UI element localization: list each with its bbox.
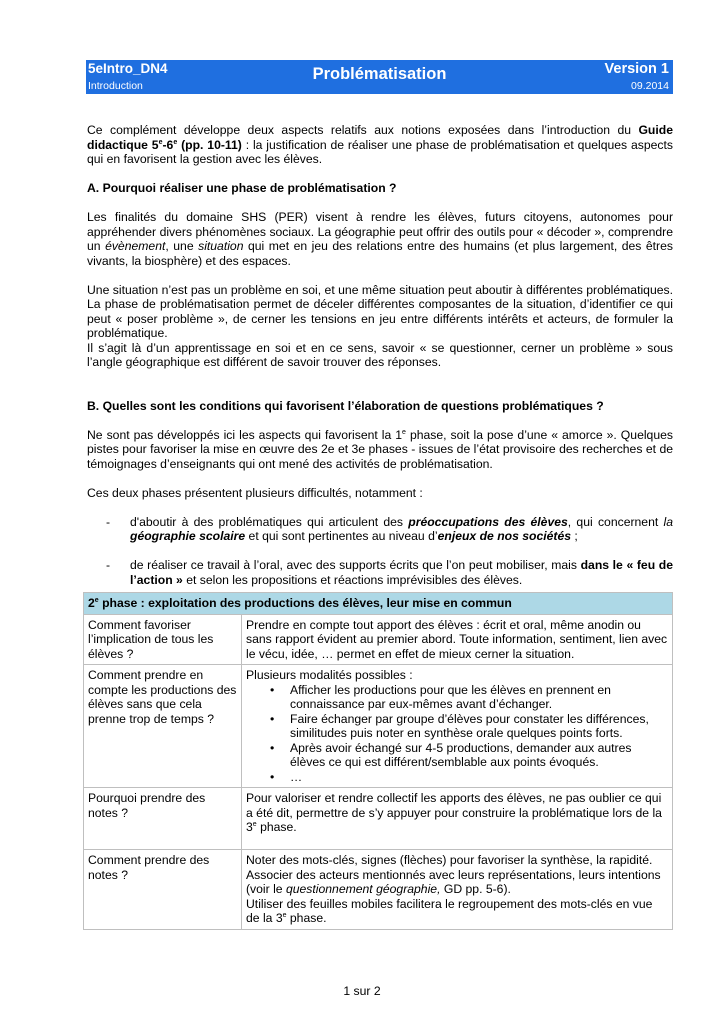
item-text: et selon les propositions et réactions imprévisibles des élèves.: [182, 572, 523, 587]
paragraph-text: qui met en jeu des relations entre des humains (et plus largement, des êtres vivants, la biosphère) et des espaces.: [87, 239, 673, 268]
answer-text: GD pp. 5-6).: [440, 882, 511, 896]
item-text: d'aboutir à des problématiques qui articulent des: [130, 514, 409, 529]
answer-text: Noter des mots-clés, signes (flèches) pour favoriser la synthèse, la rapidité. Associer des acteurs mentionnés avec leurs représentations, leurs intentions (voir le: [246, 853, 661, 896]
list-item: • Afficher les productions pour que les élèves en prennent en connaissance par eux-mêmes avant d’échanger.: [290, 683, 668, 712]
intro-text: Ce complément développe deux aspects relatifs aux notions exposées dans l’introduction du: [87, 123, 639, 137]
emphasis: préoccupations des élèves: [408, 514, 568, 529]
phase-2-table: [83, 592, 673, 930]
italic-term: la: [663, 514, 674, 529]
superscript: e: [402, 428, 406, 436]
section-a-paragraph-3: Il s’agit là d’un apprentissage en soi et en ce sens, savoir « se questionner, cerner un problème » sous l’angle géographique est différent de savoir trouver des réponses.: [87, 340, 673, 369]
answer-cell: [242, 788, 673, 850]
document-date: 09.2014: [631, 80, 669, 92]
table-header-text: phase : exploitation des productions des élèves, leur mise en commun: [98, 596, 512, 610]
answer-text: Pour valoriser et rendre collectif les apports des élèves, ne pas oublier ce qui a été dit, permettre de s’y appuyer pour construire la problématique lors de la 3: [246, 791, 662, 834]
superscript: e: [94, 597, 99, 604]
table-header-row: [84, 593, 673, 615]
difficulty-item-1: [87, 515, 673, 544]
table-row: [84, 850, 673, 930]
item-text: , qui concernent: [567, 514, 664, 529]
paragraph-text: Les finalités du domaine SHS (PER) visent à rendre les élèves, futurs citoyens, autonomes pour appréhender divers phénomènes sociaux. La géographie peut offrir des outils pour « décoder », comprendre un: [87, 210, 673, 253]
paragraph-text: , une: [165, 239, 199, 253]
superscript: e: [252, 821, 257, 828]
guide-ref-part: -6: [162, 137, 174, 152]
italic-term: questionnement géographie,: [285, 882, 441, 896]
list-item: • Faire échanger par groupe d’élèves pour constater les différences, similitudes puis noter en synthèse orale quelques points forts.: [290, 712, 668, 741]
list-item: • Après avoir échangé sur 4-5 productions, demander aux autres élèves ce qui est différent/semblable aux points évoqués.: [290, 741, 668, 770]
section-b-paragraph-2: Ces deux phases présentent plusieurs difficultés, notamment :: [87, 485, 423, 500]
heading-text: B. Quelles sont les conditions qui favorisent l’élaboration de questions problématiques ?: [87, 398, 604, 413]
answer-intro: Plusieurs modalités possibles :: [246, 668, 413, 682]
section-a-paragraph-1: [87, 210, 673, 268]
answer-text: Utiliser des feuilles mobiles facilitera le regroupement des mots-clés en vue de la 3: [246, 896, 653, 925]
question-cell: Comment prendre des notes ?: [84, 850, 242, 930]
section-b-paragraph-1: [87, 428, 673, 472]
intro-paragraph: [87, 123, 673, 167]
superscript: e: [282, 912, 287, 919]
emphasis: dans le « feu de l’action »: [130, 558, 673, 587]
section-a-heading: A. Pourquoi réaliser une phase de problématisation ?: [87, 181, 397, 195]
document-title: Problématisation: [312, 65, 447, 83]
dash-marker: -: [106, 514, 111, 529]
answer-text: phase.: [286, 911, 327, 925]
table-header-cell: [84, 593, 673, 615]
italic-term: situation: [198, 239, 244, 253]
table-row: [84, 665, 673, 788]
guide-ref-part: (pp. 10-11): [177, 137, 242, 152]
difficulty-item-2: [87, 558, 673, 587]
paragraph-text: phase, soit la pose d’une « amorce ». Quelques pistes pour favoriser la mise en œuvre des 2e et 3e phases - issues de l’état provisoire des recherches et de témoignages d’enseignants qui ont mené des activités de problématisation.: [87, 427, 673, 471]
superscript: e: [173, 138, 178, 146]
page-number: 1 sur 2: [343, 984, 381, 998]
modalities-list: [246, 683, 668, 785]
difficulty-text: [130, 558, 673, 587]
answer-cell: [242, 665, 673, 788]
section-b-heading: [87, 399, 673, 414]
item-text: de réaliser ce travail à l’oral, avec des supports écrits que l’on peut mobiliser, mais: [130, 558, 581, 572]
superscript: e: [158, 138, 163, 146]
list-item: • …: [290, 770, 668, 785]
question-cell: Comment favoriser l’implication de tous les élèves ?: [84, 614, 242, 665]
dash-marker: -: [106, 558, 111, 572]
document-header: [86, 60, 673, 94]
italic-term: évènement: [105, 239, 166, 253]
answer-cell: [242, 850, 673, 930]
answer-cell: Prendre en compte tout apport des élèves : écrit et oral, même anodin ou sans rapport évident au premier abord. Toute information, sentiment, lien avec le vécu, idée, … permet en effet de mieux cerner la situation.: [242, 614, 673, 665]
question-cell: Pourquoi prendre des notes ?: [84, 788, 242, 850]
guide-ref-part: Guide didactique 5: [87, 123, 673, 152]
table-row: [84, 788, 673, 850]
document-subtitle: Introduction: [88, 80, 143, 92]
intro-text: : la justification de réaliser une phase de problématisation et quelques aspects qui en favorisent la gestion avec les élèves.: [87, 137, 674, 166]
emphasis: enjeux de nos sociétés: [437, 529, 572, 543]
phase-number: 2: [88, 596, 95, 610]
question-cell: Comment prendre en compte les productions des élèves sans que cela prenne trop de temps ?: [84, 665, 242, 788]
paragraph-text: Ne sont pas développés ici les aspects qui favorisent la 1: [87, 427, 403, 442]
document-version: Version 1: [604, 61, 669, 77]
document-code: 5eIntro_DN4: [88, 61, 168, 76]
item-text: ;: [571, 529, 578, 543]
section-a-paragraph-2: Une situation n’est pas un problème en soi, et une même situation peut aboutir à différentes problématiques. La phase de problématisation permet de déceler différentes composantes de la situation, d’identifier ce qui peut « poser problème », de cerner les tensions en jeu entre différents intérêts et acteurs, de formuler la problématique.: [87, 282, 673, 340]
table-row: [84, 614, 673, 665]
difficulty-text: [130, 515, 673, 544]
answer-text: phase.: [256, 820, 297, 834]
document-body: [87, 123, 673, 587]
item-text: et qui sont pertinentes au niveau d’: [245, 529, 438, 543]
emphasis: géographie scolaire: [130, 529, 246, 543]
